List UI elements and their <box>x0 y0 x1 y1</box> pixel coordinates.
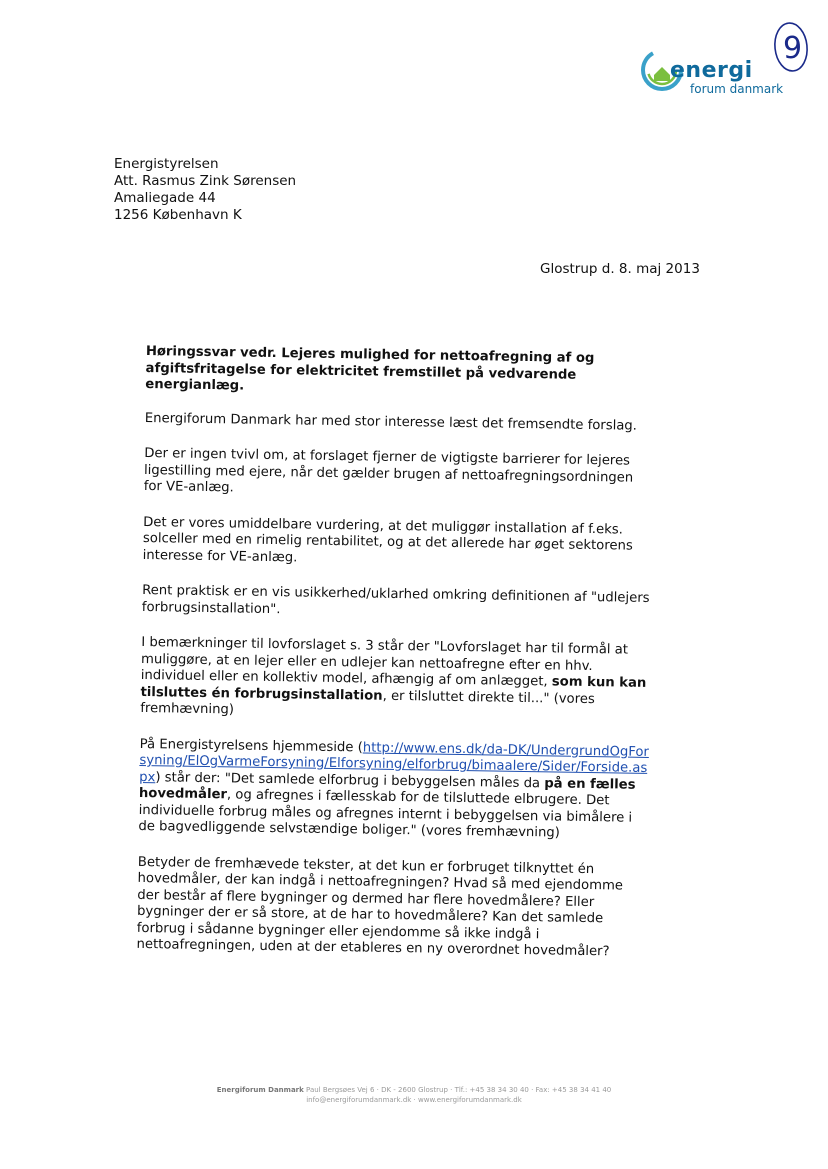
footer-web: info@energiforumdanmark.dk · www.energiforumdanmark.dk <box>306 1096 522 1104</box>
energiforum-logo <box>640 48 790 108</box>
paragraph: Rent praktisk er en vis usikkerhed/uklarhed omkring definitionen af "udlejers forbrugsinstallation". <box>141 582 650 617</box>
paragraph: Der er ingen tvivl om, at forslaget fjerner de vigtigste barrierer for lejeres ligestilling med ejere, når det gælder brugen af nettoafregningsordningen for VE-anlæg. <box>143 445 634 496</box>
svg-text:9: 9 <box>783 31 803 66</box>
paragraph: Det er vores umiddelbare vurdering, at det muliggør installation af f.eks. solceller med en rimelig rentabilitet, og at det allerede har øget sektorens interesse for VE-anlæg. <box>142 514 633 565</box>
recipient-line: Energistyrelsen <box>114 156 219 172</box>
paragraph: Energiforum Danmark har med stor interesse læst det fremsendte forslag. <box>144 410 638 434</box>
paragraph: Betyder de fremhævede tekster, at det kun er forbruget tilknyttet én hovedmåler, der kan indgå i nettoafregningen? Hvad så med ejendomme der består af flere bygninger og dermed har flere hovedmålere? Eller bygninger der er så store, at de har to hovedmålere? Kan det samlede forbrug i sådanne bygninger eller ejendomme så ikke indgå i nettoafregningen, uden at der etableres en ny overordnet hovedmåler? <box>136 854 624 960</box>
recipient-line: Att. Rasmus Zink Sørensen <box>114 173 297 189</box>
ens-website-link[interactable]: http://www.ens.dk/da-DK/UndergrundOgForsyning/ElOgVarmeForsyning/Elforsyning/elforbrug/bimaalere/Sider/Forside.aspx <box>139 739 650 785</box>
emphasized-text: på en fælles hovedmåler <box>138 775 636 803</box>
logo-subtitle: forum danmark <box>690 82 784 96</box>
footer-org: Energiforum Danmark <box>216 1086 304 1094</box>
paragraph-text: I bemærkninger til lovforslaget s. 3 står der "Lovforslaget har til formål at muliggøre, at en lejer eller en udlejer kan nettoafregne efter en hhv. individuel eller en kollektiv model, afhængig af om anlægget, <box>140 634 629 690</box>
paragraph <box>138 736 649 843</box>
recipient-line: 1256 København K <box>114 207 242 223</box>
recipient-line: Amaliegade 44 <box>114 190 216 206</box>
paragraph-text: ) står der: "Det samlede elforbrug i bebyggelsen måles da <box>155 769 545 791</box>
letter-body <box>136 344 656 980</box>
paragraph <box>140 635 651 726</box>
letter-date: Glostrup d. 8. maj 2013 <box>540 261 700 277</box>
letter-heading: Høringssvar vedr. Lejeres mulighed for nettoafregning af og afgiftsfritagelse for elektricitet fremstillet på vedvarende energianlæg. <box>145 344 595 394</box>
emphasized-text: som kun kan tilsluttes én forbrugsinstallation <box>140 674 647 704</box>
recipient-address <box>114 156 296 224</box>
letter-footer <box>0 1085 828 1105</box>
paragraph-text: På Energistyrelsens hjemmeside ( <box>139 736 363 755</box>
paragraph-text: , er tilsluttet direkte til..." (vores fremhævning) <box>140 688 595 718</box>
paragraph-text: , og afregnes i fællesskab for de tilsluttede elbrugere. Det individuelle forbrug måles og afregnes internt i bebyggelsen via bimålere i de bagvedliggende selvstændige boliger." (vores fremhævning) <box>138 787 633 841</box>
logo-word: energi <box>670 58 753 83</box>
footer-contact: Paul Bergsøes Vej 6 · DK - 2600 Glostrup · Tlf.: +45 38 34 30 40 · Fax: +45 38 34 41 40 <box>306 1086 612 1094</box>
